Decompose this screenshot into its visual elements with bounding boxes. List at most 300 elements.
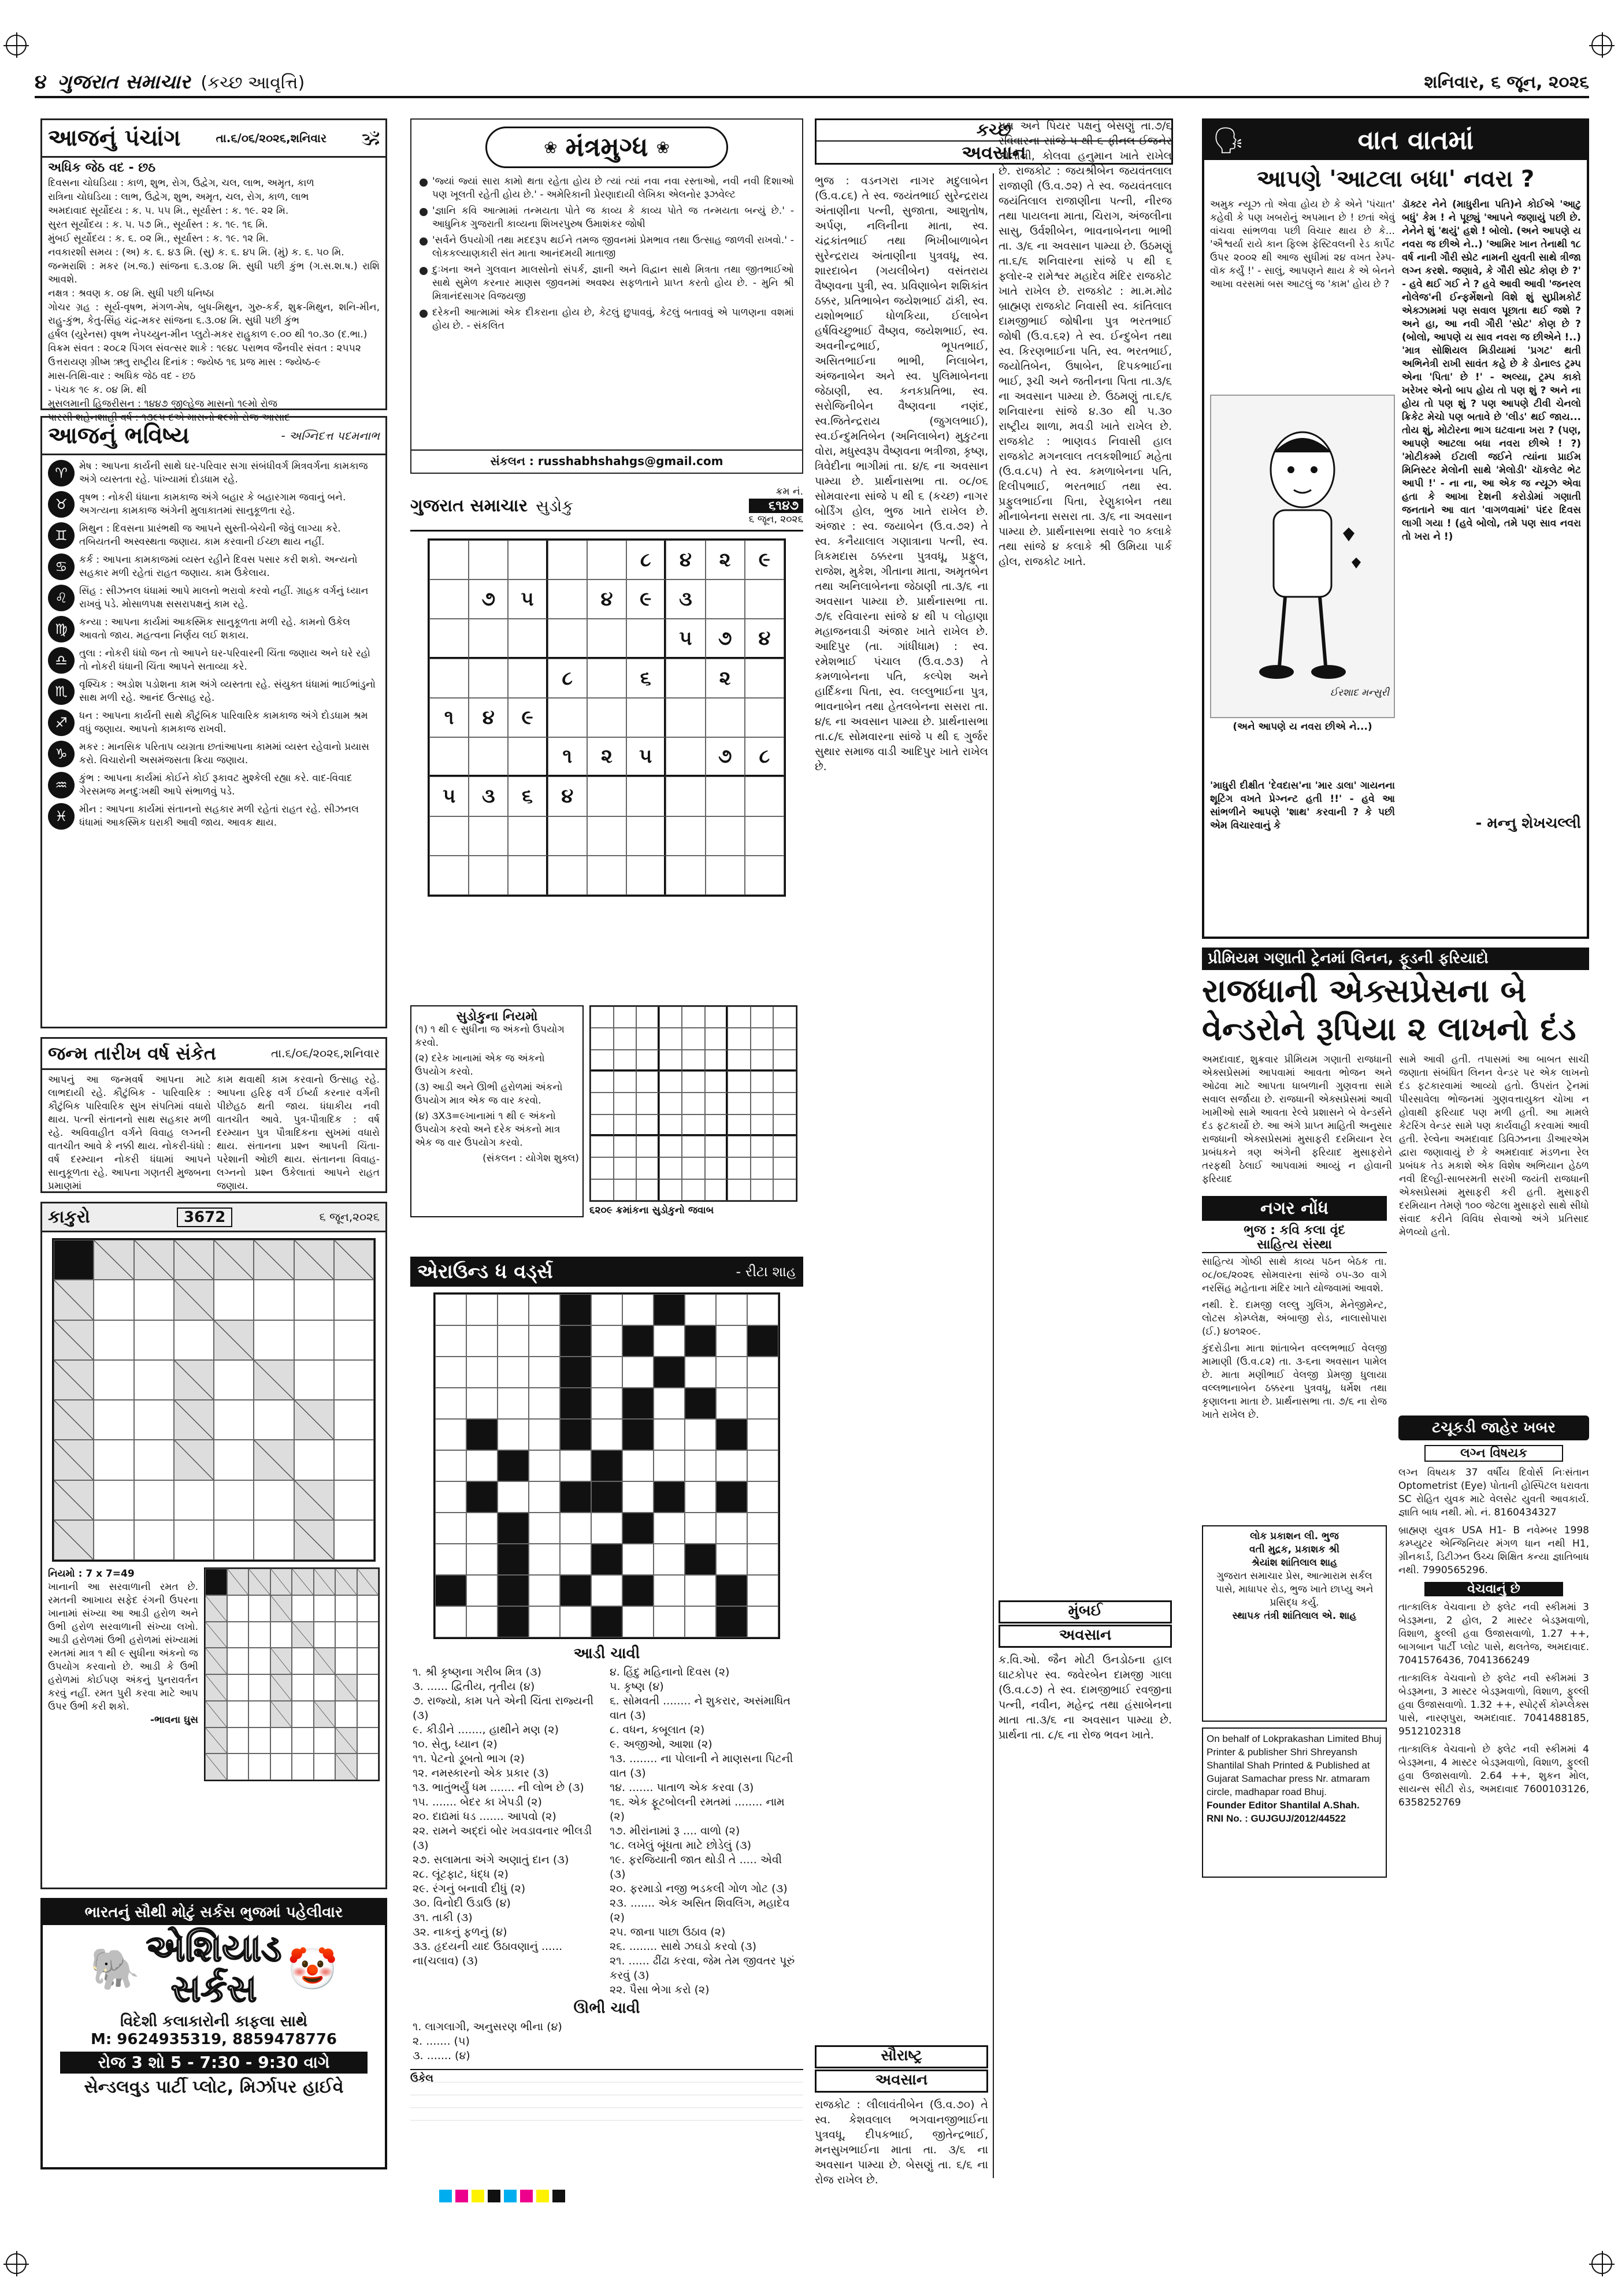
crossword-cell[interactable] [529, 1388, 560, 1419]
crossword-cell[interactable] [716, 1513, 747, 1544]
crossword-clue: ૧૫. ....... બેદર કા ખેપડી (૨) [413, 1796, 542, 1808]
panchang-line: અમદાવાદ સૂર્યોદય : ક. ૫. ૫૫ મિ., સૂર્યાસ્ત : ક. ૧૯. ૨૨ મિ. [48, 205, 289, 217]
crossword-cell[interactable] [466, 1294, 498, 1325]
kakuro-cell[interactable] [294, 1360, 334, 1400]
sudoku-cell[interactable]: ૮ [548, 659, 587, 698]
sudoku-cell[interactable] [626, 777, 666, 816]
bullet-icon [420, 208, 428, 216]
kakuro-cell[interactable] [94, 1240, 133, 1280]
kakuro-cell[interactable] [134, 1440, 174, 1480]
crossword-cell[interactable] [529, 1357, 560, 1388]
crossword-cell[interactable] [654, 1544, 685, 1575]
sudoku-cell[interactable]: ૯ [626, 579, 666, 619]
crossword-cell[interactable] [716, 1450, 747, 1481]
sudoku-cell[interactable] [666, 856, 705, 895]
kakuro-rules-title: નિયમો : [48, 1568, 83, 1580]
crossword-cell[interactable] [529, 1481, 560, 1513]
sudoku-cell [659, 1114, 682, 1136]
kakuro-cell[interactable] [174, 1360, 214, 1400]
kakuro-cell[interactable] [254, 1440, 294, 1480]
crossword-cell[interactable] [716, 1357, 747, 1388]
crossword-cell[interactable] [654, 1606, 685, 1637]
crossword-cell[interactable] [466, 1325, 498, 1357]
crossword-grid[interactable] [433, 1292, 780, 1639]
crossword-cell[interactable] [685, 1357, 716, 1388]
crossword-cell[interactable] [685, 1450, 716, 1481]
crossword-cell[interactable] [466, 1513, 498, 1544]
sudoku-cell[interactable] [469, 737, 508, 777]
crossword-clue: ૧૧. પેટનો ડૂબતો ભાગ (૨) [413, 1752, 525, 1765]
sudoku-cell[interactable] [666, 777, 705, 816]
sudoku-cell[interactable] [626, 619, 666, 658]
kakuro-cell[interactable] [294, 1440, 334, 1480]
saurashtra-title: સૌરાષ્ટ્ર [815, 2045, 988, 2068]
crossword-cell[interactable] [529, 1606, 560, 1637]
kakuro-cell[interactable] [134, 1280, 174, 1320]
crossword-cell[interactable] [560, 1544, 591, 1575]
sudoku-cell [636, 1157, 659, 1179]
kakuro-cell [270, 1701, 292, 1727]
kakuro-cell [357, 1753, 379, 1780]
crossword-cell[interactable] [466, 1450, 498, 1481]
sudoku-cell [705, 1050, 728, 1071]
crossword-clue: ૩૧. તાકી (૩) [413, 1911, 473, 1924]
kakuro-cell[interactable] [334, 1480, 374, 1520]
sudoku-cell[interactable] [587, 698, 626, 737]
imprint-line-1: લોક પ્રકાશન લી. ભુજ [1250, 1530, 1339, 1542]
crossword-cell[interactable] [560, 1513, 591, 1544]
kakuro-cell[interactable] [174, 1480, 214, 1520]
sudoku-cell[interactable] [706, 698, 745, 737]
sudoku-cell[interactable]: ૧ [429, 698, 469, 737]
crossword-cell[interactable] [747, 1481, 778, 1513]
vaat-title: વાત વાતમાં [1357, 124, 1474, 155]
kakuro-cell[interactable] [214, 1520, 254, 1560]
kakuro-cell[interactable] [214, 1360, 254, 1400]
kakuro-cell[interactable] [134, 1320, 174, 1360]
imprint-rni: RNI No. : GUJGUJ/2012/44522 [1207, 1813, 1346, 1824]
kakuro-cell[interactable] [334, 1400, 374, 1440]
crossword-cell[interactable] [654, 1575, 685, 1606]
kakuro-cell [314, 1727, 336, 1754]
sudoku-cell[interactable]: ૪ [745, 619, 784, 658]
nagar-subtitle: ભુજ : કવિ કલા વૃંદ [1244, 1223, 1345, 1238]
sudoku-cell [705, 1028, 728, 1049]
crossword-cell[interactable] [747, 1544, 778, 1575]
sudoku-cell[interactable] [508, 856, 547, 895]
sudoku-cell[interactable] [429, 856, 469, 895]
sudoku-cell[interactable] [508, 619, 547, 658]
kakuro-cell [270, 1648, 292, 1674]
crossword-cell[interactable] [466, 1544, 498, 1575]
kakuro-cell[interactable] [174, 1520, 214, 1560]
classified-ad-2: બ્રાહ્મણ યુવક USA H1- B નવેમ્બર 1998 કમ્પ્યુટર એન્જિનિયર મંગળ ધાન નથી H1, ગ્રીનકાર્ડ, ડિટીઝન ઉચ્ચ શિક્ષિત કન્યા જ્ઞાતિબાધ નથી. 7990565296. [1398, 1525, 1589, 1576]
kakuro-cell[interactable] [214, 1480, 254, 1520]
sudoku-cell[interactable] [508, 737, 547, 777]
kakuro-cell[interactable] [174, 1440, 214, 1480]
sudoku-cell[interactable] [706, 856, 745, 895]
sudoku-cell[interactable]: ૫ [429, 777, 469, 816]
crossword-cell[interactable] [747, 1419, 778, 1450]
sudoku-cell[interactable]: ૪ [587, 579, 626, 619]
kakuro-cell[interactable] [134, 1360, 174, 1400]
sudoku-cell[interactable]: ૫ [666, 619, 705, 658]
sudoku-cell[interactable] [429, 619, 469, 658]
kakuro-cell [314, 1674, 336, 1701]
sudoku-cell[interactable] [469, 856, 508, 895]
crossword-cell[interactable] [435, 1606, 466, 1637]
sudoku-cell[interactable] [508, 659, 547, 698]
crossword-cell [622, 1575, 654, 1606]
sudoku-cell[interactable] [745, 856, 784, 895]
mantra-section [410, 118, 803, 474]
sudoku-cell[interactable] [587, 540, 626, 579]
kakuro-cell[interactable] [334, 1520, 374, 1560]
crossword-cell[interactable] [435, 1450, 466, 1481]
crossword-cell[interactable] [747, 1575, 778, 1606]
kakuro-cell[interactable] [334, 1320, 374, 1360]
crossword-cell[interactable] [716, 1325, 747, 1357]
sudoku-cell[interactable] [548, 856, 587, 895]
kakuro-cell[interactable] [334, 1280, 374, 1320]
crossword-cell[interactable] [498, 1419, 529, 1450]
crossword-cell[interactable] [654, 1388, 685, 1419]
sudoku-cell[interactable] [429, 659, 469, 698]
sudoku-grid[interactable] [428, 538, 786, 897]
sudoku-cell[interactable]: ૯ [508, 698, 547, 737]
crossword-cell[interactable] [435, 1357, 466, 1388]
crossword-cell[interactable] [622, 1357, 654, 1388]
crossword-cell[interactable] [747, 1388, 778, 1419]
kakuro-cell[interactable] [294, 1280, 334, 1320]
kakuro-cell [335, 1674, 357, 1701]
crossword-cell[interactable] [529, 1419, 560, 1450]
kakuro-cell[interactable] [334, 1440, 374, 1480]
kakuro-cell[interactable] [94, 1520, 133, 1560]
rajdhani-kicker: પ્રીમિયમ ગણાતી ટ્રેનમાં લિનન, ફૂડની ફરિયાદો [1202, 948, 1589, 970]
sudoku-rules-section [410, 1005, 803, 1242]
kakuro-cell[interactable] [174, 1400, 214, 1440]
crossword-cell[interactable] [622, 1544, 654, 1575]
mantra-compiler[interactable]: સંકલન : russhabhshahgs@gmail.com [411, 449, 802, 468]
crossword-cell[interactable] [466, 1575, 498, 1606]
kakuro-cell[interactable] [214, 1280, 254, 1320]
sudoku-cell[interactable] [508, 540, 547, 579]
sudoku-cell[interactable] [548, 540, 587, 579]
sudoku-cell[interactable]: ૪ [469, 698, 508, 737]
sudoku-cell[interactable] [706, 579, 745, 619]
kakuro-cell [248, 1622, 270, 1648]
sudoku-cell[interactable]: ૨ [706, 540, 745, 579]
crossword-cell[interactable] [747, 1294, 778, 1325]
sudoku-cell [705, 1093, 728, 1114]
kakuro-cell[interactable] [54, 1480, 94, 1520]
kakuro-cell[interactable] [134, 1240, 174, 1280]
sudoku-cell[interactable] [626, 698, 666, 737]
sudoku-cell[interactable] [587, 816, 626, 856]
sudoku-cell[interactable] [469, 540, 508, 579]
crossword-cell[interactable] [654, 1513, 685, 1544]
sudoku-cell[interactable] [587, 777, 626, 816]
kakuro-cell[interactable] [294, 1240, 334, 1280]
crossword-clue: ૨. ....... (૫) [413, 2035, 470, 2048]
sudoku-cell [682, 1050, 705, 1071]
sudoku-cell[interactable]: ૫ [626, 737, 666, 777]
sudoku-cell[interactable]: ૪ [548, 777, 587, 816]
sudoku-cell[interactable] [666, 698, 705, 737]
horoscope-text: તુલા : નોકરી ધંધો જન તો આપને ઘર-પરિવારની ચિંતા જણાય અને ઘરે રહો તો નોકરી ધંધાની ચિંતા આપને સતાવ્યા કરે. [79, 648, 370, 673]
sudoku-cell[interactable] [469, 619, 508, 658]
kakuro-cell[interactable] [174, 1320, 214, 1360]
kakuro-cell[interactable] [134, 1520, 174, 1560]
sudoku-cell[interactable] [548, 619, 587, 658]
crossword-cell[interactable] [529, 1450, 560, 1481]
crossword-cell[interactable] [498, 1388, 529, 1419]
kakuro-cell[interactable] [54, 1400, 94, 1440]
crossword-cell[interactable] [591, 1325, 622, 1357]
sudoku-cell[interactable]: ૩ [666, 579, 705, 619]
sudoku-cell[interactable] [745, 816, 784, 856]
kakuro-cell [292, 1674, 314, 1701]
crossword-cell[interactable] [622, 1606, 654, 1637]
kakuro-cell[interactable] [294, 1520, 334, 1560]
crossword-cell[interactable] [560, 1606, 591, 1637]
kakuro-cell[interactable] [54, 1240, 94, 1280]
sudoku-cell[interactable]: ૧ [548, 737, 587, 777]
panchang-title: આજનું પંચાંગ [48, 125, 181, 151]
crossword-cell[interactable] [529, 1325, 560, 1357]
sudoku-cell[interactable]: ૭ [706, 619, 745, 658]
kakuro-cell[interactable] [294, 1320, 334, 1360]
crossword-cell[interactable] [747, 1606, 778, 1637]
crossword-cell [560, 1325, 591, 1357]
crossword-cell[interactable] [747, 1450, 778, 1481]
crossword-cell[interactable] [622, 1481, 654, 1513]
horoscope-item [48, 553, 380, 580]
sudoku-cell[interactable]: ૫ [508, 579, 547, 619]
sudoku-cell[interactable] [587, 659, 626, 698]
crossword-cell [591, 1606, 622, 1637]
crossword-cell[interactable] [685, 1606, 716, 1637]
sudoku-cell[interactable] [508, 816, 547, 856]
sudoku-cell [728, 1093, 751, 1114]
mantra-quote-text: દરેકની આત્મામાં એક દીકરાના હોય છે, કેટલું છુપાવવું, કેટલું બતાવવું એ પાળણના વશમાં હોય છે. - સંકલિત [432, 307, 794, 332]
kakuro-cell[interactable] [214, 1440, 254, 1480]
kakuro-cell[interactable] [94, 1320, 133, 1360]
sudoku-cell[interactable]: ૬ [626, 659, 666, 698]
crossword-cell[interactable] [685, 1513, 716, 1544]
crossword-cell[interactable] [622, 1294, 654, 1325]
sudoku-cell[interactable] [666, 737, 705, 777]
crossword-cell[interactable] [529, 1513, 560, 1544]
sudoku-cell[interactable] [469, 659, 508, 698]
sudoku-cell[interactable] [626, 816, 666, 856]
crossword-cell[interactable] [529, 1294, 560, 1325]
sudoku-cell[interactable]: ૯ [745, 540, 784, 579]
crossword-cell[interactable] [591, 1294, 622, 1325]
kakuro-cell[interactable] [254, 1520, 294, 1560]
crossword-cell[interactable] [685, 1575, 716, 1606]
kakuro-cell[interactable] [54, 1320, 94, 1360]
crossword-cell[interactable] [435, 1544, 466, 1575]
crossword-cell[interactable] [435, 1294, 466, 1325]
kakuro-cell[interactable] [94, 1440, 133, 1480]
kakuro-cell[interactable] [134, 1480, 174, 1520]
crossword-cell[interactable] [654, 1419, 685, 1450]
crossword-cell[interactable] [747, 1357, 778, 1388]
sudoku-cell[interactable]: ૮ [626, 540, 666, 579]
kakuro-cell[interactable] [134, 1400, 174, 1440]
sudoku-cell[interactable] [745, 777, 784, 816]
crossword-cell[interactable] [591, 1419, 622, 1450]
crossword-cell[interactable] [498, 1481, 529, 1513]
kakuro-cell[interactable] [214, 1240, 254, 1280]
crossword-cell[interactable] [466, 1606, 498, 1637]
rajkot-obituaries: પક્ષ અને પિયર પક્ષનું બેસણું તા.૭/૬ રવિવારના સાંજે ૫ થી ૬ ફીનલ ઈજનેર કોલોની, કોલવા હનુમાન ખાતે રાખેલ છે. રાજકોટ : જયશ્રીબેન જયવંતલાલ રાજાણી (ઉ.વ.૭૨) તે સ્વ. જયવંતલાલ જયંતિલાલ રાજાણીના પત્ની, નીરજ તથા પાયલના માતા, ચિરાગ, અંજલીના સાસુ, ઉર્વશીબેન, ભાવનાબેનના ભાભી તા. ૩/૬ ના અવસાન પામ્યા છે. ઉઠમણું તા.૬/૬ શનિવારના સાંજે ૫ થી ૬ ફ્લોર-૨ રામેશ્વર મહાદેવ મંદિર રાજકોટ ખાતે રાખેલ છે. રાજકોટ : મા.મ.મોઢ બ્રાહ્મણ રાજકોટ નિવાસી સ્વ. કાંતિલાલ દામજીભાઈ જોષીના પુત્ર ભરતભાઈ જોષી (ઉ.વ.૬૨) તે સ્વ. ઈન્દુબેન તથા સ્વ. કિરણભાઈના પતિ, સ્વ. ભરતભાઈ, જયોતિબેન, ઉષાબેન, દિપકભાઈના ભાઈ, રૂચી અને જતીનના પિતા તા.૩/૬ ના અવસાન પામ્યા છે. ઉઠમણું તા.૬/૬ શનિવારના સાંજે ૪.૩૦ થી ૫.૩૦ રાષ્ટ્રીય શાળા, મવડી ખાતે રાખેલ છે. રાજકોટ : ભાણવડ નિવાસી હાલ રાજકોટ મગનલાલ તલકશીભાઈ મહેતા (ઉ.વ.૮૫) તે સ્વ. કમળાબેનના પતિ, દિલીપભાઈ, ભરતભાઈ તથા સ્વ. પ્રફુલભાઈના પિતા, રેણુકાબેન તથા મીનાબેનના સસરા તા. ૩/૬ ના અવસાન પામ્યા છે. પ્રાર્થનાસભા સવારે ૧૦ કલાકે તથા સાંજે ૪ કલાકે શ્રી ઉમિયા પાર્ક હોલ, રાજકોટ ખાતે. [999, 120, 1172, 568]
sudoku-cell[interactable]: ૮ [745, 737, 784, 777]
kakuro-cell[interactable] [254, 1280, 294, 1320]
kakuro-section [40, 1202, 387, 1889]
crossword-cell[interactable] [591, 1513, 622, 1544]
classified-ad-5: તાત્કાલિક વેચવાનો છે ફ્લેટ નવી સ્કીમમાં 4 બેડરૂમના, 4 માસ્ટર બેડરૂમવાળો, વિશાળ, ફુલ્લી હવા ઉજાસવાળો. 2.64 ++, શુકન મોલ, સાયન્સ સીટી રોડ, અમદાવાદ 7600103126, 6358252769 [1398, 1744, 1589, 1808]
kakuro-grid[interactable] [52, 1238, 376, 1562]
sudoku-cell[interactable] [587, 619, 626, 658]
crossword-cell[interactable] [498, 1325, 529, 1357]
vaat-heading: આપણે 'આટલા બધા' નવરા ? [1256, 166, 1535, 192]
crossword-cell[interactable] [529, 1575, 560, 1606]
circus-artists: વિદેશી કલાકારોની કાફલા સાથે [120, 2013, 307, 2030]
kakuro-cell[interactable] [54, 1280, 94, 1320]
cartoon-illustration [1210, 395, 1395, 718]
kakuro-cell [335, 1701, 357, 1727]
sudoku-cell[interactable] [548, 579, 587, 619]
sudoku-rule: (૩) આડી અને ઊભી હરોળમાં અંકનો ઉપયોગ માત્ર એક જ વાર કરવો. [415, 1082, 563, 1106]
crossword-cell [560, 1388, 591, 1419]
kakuro-cell[interactable] [174, 1280, 214, 1320]
kakuro-cell[interactable] [54, 1520, 94, 1560]
crossword-cell[interactable] [716, 1388, 747, 1419]
sudoku-cell[interactable]: ૪ [666, 540, 705, 579]
horoscope-text: વૃશ્ચિક : અડોશ પડોશના કામ અંગે વ્યસ્તતા રહે. સંયુક્ત ધંધામાં ભાઈભાંડુનો સાથ મળી રહે. આનંદ ઉત્સાહ રહે. [79, 679, 376, 704]
crossword-cell[interactable] [716, 1544, 747, 1575]
kutch-title: કચ્છ [817, 120, 1171, 142]
circus-tagline: ભારતનું સૌથી મોટું સર્કસ ભુજમાં પહેલીવાર [43, 1900, 385, 1925]
sudoku-cell[interactable] [706, 816, 745, 856]
sudoku-cell [659, 1050, 682, 1071]
sudoku-cell[interactable] [666, 659, 705, 698]
sudoku-cell[interactable] [587, 856, 626, 895]
kakuro-cell[interactable] [94, 1280, 133, 1320]
sudoku-cell[interactable]: ૭ [469, 579, 508, 619]
crossword-cell[interactable] [498, 1294, 529, 1325]
sudoku-cell[interactable] [666, 816, 705, 856]
crossword-cell[interactable] [435, 1325, 466, 1357]
sudoku-cell[interactable] [745, 659, 784, 698]
cartoon-figure [1227, 418, 1378, 695]
sudoku-cell [751, 1006, 774, 1028]
crossword-cell[interactable] [622, 1450, 654, 1481]
kakuro-cell[interactable] [334, 1240, 374, 1280]
sudoku-rules-title: સુડોકુના નિયમો [456, 1009, 538, 1024]
crossword-cell[interactable] [685, 1419, 716, 1450]
kakuro-cell[interactable] [54, 1440, 94, 1480]
kakuro-cell[interactable] [94, 1480, 133, 1520]
crossword-cell[interactable] [654, 1325, 685, 1357]
kakuro-cell[interactable] [214, 1320, 254, 1360]
sudoku-cell[interactable] [429, 540, 469, 579]
crossword-clue: ૧૯. ફરજિયાતી જાત થોડી તે ..... એવી (૩) [610, 1853, 782, 1881]
kakuro-cell[interactable] [294, 1480, 334, 1520]
crossword-cell[interactable] [685, 1294, 716, 1325]
crossword-cell[interactable] [654, 1450, 685, 1481]
kakuro-cell[interactable] [94, 1400, 133, 1440]
horoscope-item [48, 647, 380, 674]
crossword-cell[interactable] [498, 1357, 529, 1388]
kakuro-cell[interactable] [214, 1400, 254, 1440]
kakuro-cell[interactable] [254, 1480, 294, 1520]
sudoku-cell[interactable] [429, 816, 469, 856]
kakuro-cell[interactable] [174, 1240, 214, 1280]
sudoku-cell[interactable] [745, 579, 784, 619]
crossword-cell [622, 1325, 654, 1357]
crossword-clue: ૩૦. વિનોદી ઉડાઉ (૪) [413, 1897, 511, 1909]
crossword-cell[interactable] [466, 1357, 498, 1388]
sudoku-cell[interactable] [745, 698, 784, 737]
crossword-cell[interactable] [747, 1513, 778, 1544]
crossword-cell[interactable] [435, 1388, 466, 1419]
sudoku-cell[interactable] [548, 816, 587, 856]
horoscope-text: મેષ : આપના કાર્યની સાથે ઘર-પરિવાર સગા સંબંધીવર્ગ મિત્રવર્ગના કામકાજ અંગે વ્યસ્તતા રહે. પાંખ્યામાં દોડધામ રહે. [79, 460, 368, 485]
crossword-cell[interactable] [591, 1388, 622, 1419]
kakuro-cell[interactable] [94, 1360, 133, 1400]
sudoku-cell[interactable]: ૭ [706, 737, 745, 777]
sudoku-cell[interactable] [429, 737, 469, 777]
crossword-cell[interactable] [466, 1388, 498, 1419]
sudoku-cell[interactable] [626, 856, 666, 895]
crossword-cell[interactable] [435, 1419, 466, 1450]
crossword-clue: ૨૬. ........ સાથે ઝઘડો કરવો (૩) [610, 1940, 756, 1953]
crossword-cell[interactable] [435, 1513, 466, 1544]
sudoku-cell[interactable] [706, 777, 745, 816]
crossword-cell[interactable] [716, 1294, 747, 1325]
kakuro-cell[interactable] [334, 1360, 374, 1400]
sudoku-cell[interactable]: ૨ [706, 659, 745, 698]
sudoku-cell[interactable] [469, 816, 508, 856]
kakuro-cell[interactable] [294, 1400, 334, 1440]
crossword-cell [654, 1294, 685, 1325]
sudoku-cell[interactable] [548, 698, 587, 737]
crossword-cell[interactable] [435, 1481, 466, 1513]
sudoku-cell[interactable]: ૩ [469, 777, 508, 816]
crossword-cell[interactable] [560, 1450, 591, 1481]
crossword-cell[interactable] [591, 1575, 622, 1606]
crossword-cell[interactable] [591, 1357, 622, 1388]
sudoku-cell[interactable] [429, 579, 469, 619]
kakuro-cell[interactable] [54, 1360, 94, 1400]
sudoku-cell[interactable]: ૬ [508, 777, 547, 816]
crossword-cell[interactable] [685, 1481, 716, 1513]
circus-phone[interactable]: M: 9624935319, 8859478776 [90, 2031, 337, 2048]
crossword-cell[interactable] [529, 1544, 560, 1575]
sudoku-cell [682, 1179, 705, 1201]
kakuro-cell [205, 1595, 227, 1622]
horoscope-author: - અગ્નિદત્ત પદમનાભ [281, 428, 380, 443]
sudoku-cell[interactable]: ૨ [587, 737, 626, 777]
kakuro-cell[interactable] [254, 1360, 294, 1400]
kakuro-cell[interactable] [254, 1240, 294, 1280]
kakuro-cell[interactable] [254, 1400, 294, 1440]
kakuro-cell[interactable] [254, 1320, 294, 1360]
